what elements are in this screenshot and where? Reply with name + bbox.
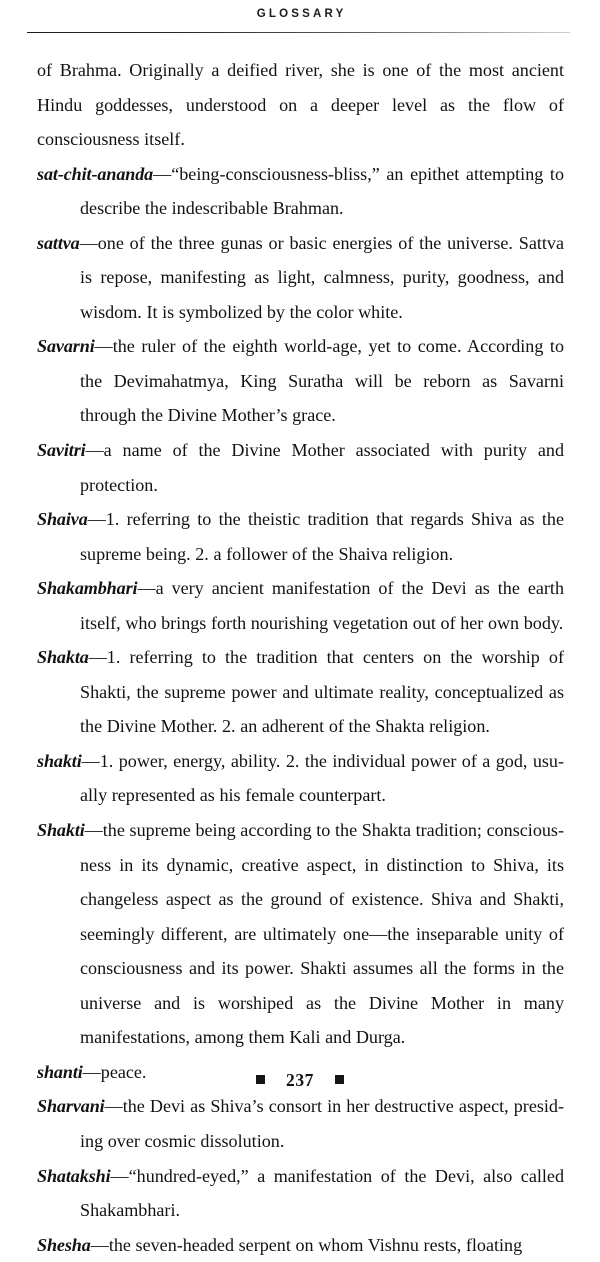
glossary-definition: —the seven-headed serpent on whom Vishnu rests, floating xyxy=(90,1234,523,1255)
page-folio xyxy=(0,1071,600,1089)
glossary-term: Shaiva xyxy=(37,509,88,530)
glossary-term: Shatakshi xyxy=(37,1165,111,1186)
glossary-entry xyxy=(37,329,564,433)
glossary-entry xyxy=(37,1159,564,1228)
glossary-entry xyxy=(37,502,564,571)
glossary-definition: —1. referring to the theistic tradition that regards Shiva as the supreme being. 2. a follower of the Shaiva religion. xyxy=(80,509,564,564)
glossary-term: sat-chit-ananda xyxy=(37,163,154,184)
glossary-definition: —a name of the Divine Mother associated with purity and protection. xyxy=(80,440,564,495)
glossary-definition: —“being-consciousness-bliss,” an epithet attempting to describe the indescribable Brahman. xyxy=(80,163,564,219)
glossary-term: sattva xyxy=(37,232,80,253)
glossary-definition: —1. power, energy, ability. 2. the individual power of a god, usually represented as his female counterpart. xyxy=(80,750,564,806)
running-head: GLOSSARY xyxy=(256,8,347,20)
glossary-term: Savarni xyxy=(37,336,95,357)
glossary-term: Shesha xyxy=(37,1234,91,1255)
glossary-entry xyxy=(37,813,564,1055)
glossary-entry xyxy=(37,1228,564,1262)
glossary-entry xyxy=(37,433,564,502)
glossary-definition: —one of the three gunas or basic energies of the universe. Sattva is repose, manifesting as light, calmness, purity, goodness, and wisdom. It is symbolized by the color white. xyxy=(79,232,564,322)
glossary-term: shakti xyxy=(37,750,82,771)
glossary-term: shanti xyxy=(37,1061,83,1082)
glossary-entry xyxy=(37,226,564,330)
glossary-definition: of Brahma. Originally a deified river, she is one of the most ancient Hindu goddesses, understood on a deeper level as the flow of consciousness itself. xyxy=(37,60,564,150)
glossary-term: Savitri xyxy=(37,440,86,461)
square-ornament-icon xyxy=(335,1075,344,1084)
glossary-term: Shakta xyxy=(37,647,89,668)
glossary-entry xyxy=(37,1089,564,1158)
glossary-entry xyxy=(37,157,564,226)
header-rule xyxy=(27,32,570,33)
glossary-entry xyxy=(37,571,564,640)
glossary-entry xyxy=(37,53,564,157)
glossary-entry xyxy=(37,744,564,813)
glossary-term: Shakti xyxy=(37,820,85,841)
glossary-definition: —1. referring to the tradition that centers on the worship of Shakti, the supreme power and ultimate reality, conceptualized as the Divine Mother. 2. an adherent of the Shakta religion. xyxy=(80,647,564,737)
glossary-term: Shakambhari xyxy=(37,578,138,599)
glossary-term: Sharvani xyxy=(37,1096,105,1117)
glossary-definition: —the Devi as Shiva’s consort in her destructive aspect, presiding over cosmic dissolution. xyxy=(80,1096,564,1151)
glossary-definition: —the ruler of the eighth world-age, yet to come. According to the Devimahatmya, King Suratha will be reborn as Savarni through the Divine Mother’s grace. xyxy=(80,336,564,426)
glossary-definition: —peace. xyxy=(82,1061,147,1082)
glossary-definition: —the supreme being according to the Shakta tradition; consciousness in its dynamic, creative aspect, in distinction to Shiva, its changeless aspect as the ground of existence. Shiva and Shakti, seemingly different, are ultimately one—the inseparable unity of consciousness and its power. Shakti assumes all the forms in the universe and is worshiped as the Divine Mother in many manifestations, among them Kali and Durga. xyxy=(80,820,564,1048)
glossary-entry xyxy=(37,640,564,744)
glossary-definition: —“hundred-eyed,” a manifestation of the Devi, also called Shakambhari. xyxy=(80,1165,564,1221)
square-ornament-icon xyxy=(256,1075,265,1084)
page-number: 237 xyxy=(285,1070,315,1090)
glossary-definition: —a very ancient manifestation of the Devi as the earth itself, who brings forth nourishing vegetation out of her own body. xyxy=(80,578,564,633)
